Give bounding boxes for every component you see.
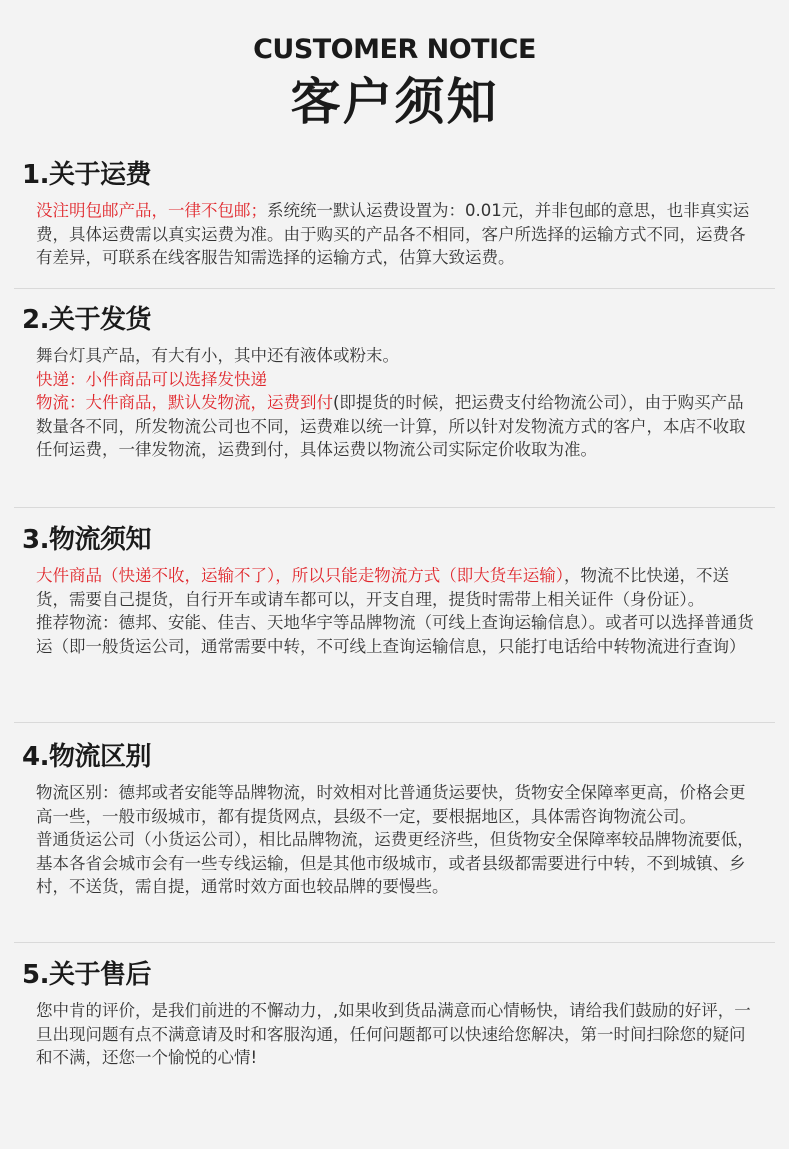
section-title: 5.关于售后 bbox=[22, 960, 151, 990]
title-english: CUSTOMER NOTICE bbox=[253, 34, 536, 65]
paragraph: 普通货运公司（小货运公司），相比品牌物流，运费更经济些，但货物安全保障率较品牌物流要低，基本各省会城市会有一些专线运输，但是其他市级城市，或者县级都需要进行中转，不到城镇、乡村，不送货，需自提，通常时效方面也较品牌的要慢些。 bbox=[36, 830, 754, 896]
paragraph-logistics bbox=[36, 391, 758, 462]
highlight-text: 物流：大件商品，默认发物流，运费到付 bbox=[36, 393, 333, 412]
section-body bbox=[36, 564, 758, 658]
section-title: 4.物流区别 bbox=[22, 742, 151, 772]
body-text: (即提货的时候，把运费支付给物流公司），由于购买产品数量各不同，所发物流公司也不同，运费难以统一计算，所以针对发物流方式的客户，本店不收取任何运费，一律发物流，运费到付，具体运费以物流公司实际定价收取为准。 bbox=[36, 393, 746, 459]
section-title: 1.关于运费 bbox=[22, 160, 151, 190]
section-body bbox=[36, 999, 758, 1070]
paragraph bbox=[36, 564, 758, 611]
paragraph-express: 快递：小件商品可以选择发快递 bbox=[36, 369, 267, 389]
divider bbox=[14, 507, 775, 508]
divider bbox=[14, 942, 775, 943]
divider bbox=[14, 288, 775, 289]
body-text: ，物流不比快递，不送货，需要自己提货，自行开车或请车都可以，开支自理，提货时需带上相关证件（身份证）。 bbox=[36, 566, 729, 609]
highlight-text: 大件商品（快递不收，运输不了），所以只能走物流方式（即大货车运输） bbox=[36, 566, 564, 585]
paragraph: 您中肯的评价，是我们前进的不懈动力，,如果收到货品满意而心情畅快，请给我们鼓励的好评，一旦出现问题有点不满意请及时和客服沟通，任何问题都可以快速给您解决，第一时间扫除您的疑问和不满，还您一个愉悦的心情! bbox=[36, 1001, 751, 1067]
body-text: 系统统一默认运费设置为：0.01元，并非包邮的意思，也非真实运费，具体运费需以真实运费为准。由于购买的产品各不相同，客户所选择的运输方式不同，运费各有差异，可联系在线客服告知需选择的运输方式，估算大致运费。 bbox=[36, 201, 750, 267]
section-body bbox=[36, 344, 758, 462]
highlight-text: 没注明包邮产品，一律不包邮； bbox=[36, 201, 267, 220]
section-body bbox=[36, 199, 758, 270]
title-chinese: 客户须知 bbox=[290, 73, 499, 131]
divider bbox=[14, 722, 775, 723]
paragraph: 舞台灯具产品，有大有小，其中还有液体或粉末。 bbox=[36, 346, 399, 365]
paragraph bbox=[36, 199, 758, 270]
section-title: 2.关于发货 bbox=[22, 305, 151, 335]
section-title: 3.物流须知 bbox=[22, 525, 151, 555]
paragraph: 物流区别：德邦或者安能等品牌物流，时效相对比普通货运要快，货物安全保障率更高，价格会更高一些，一般市级城市，都有提货网点，县级不一定，要根据地区，具体需咨询物流公司。 bbox=[36, 783, 746, 826]
section-body bbox=[36, 781, 758, 899]
paragraph: 推荐物流：德邦、安能、佳吉、天地华宇等品牌物流（可线上查询运输信息）。或者可以选择普通货运（即一般货运公司，通常需要中转，不可线上查询运输信息，只能打电话给中转物流进行查询） bbox=[36, 613, 754, 656]
